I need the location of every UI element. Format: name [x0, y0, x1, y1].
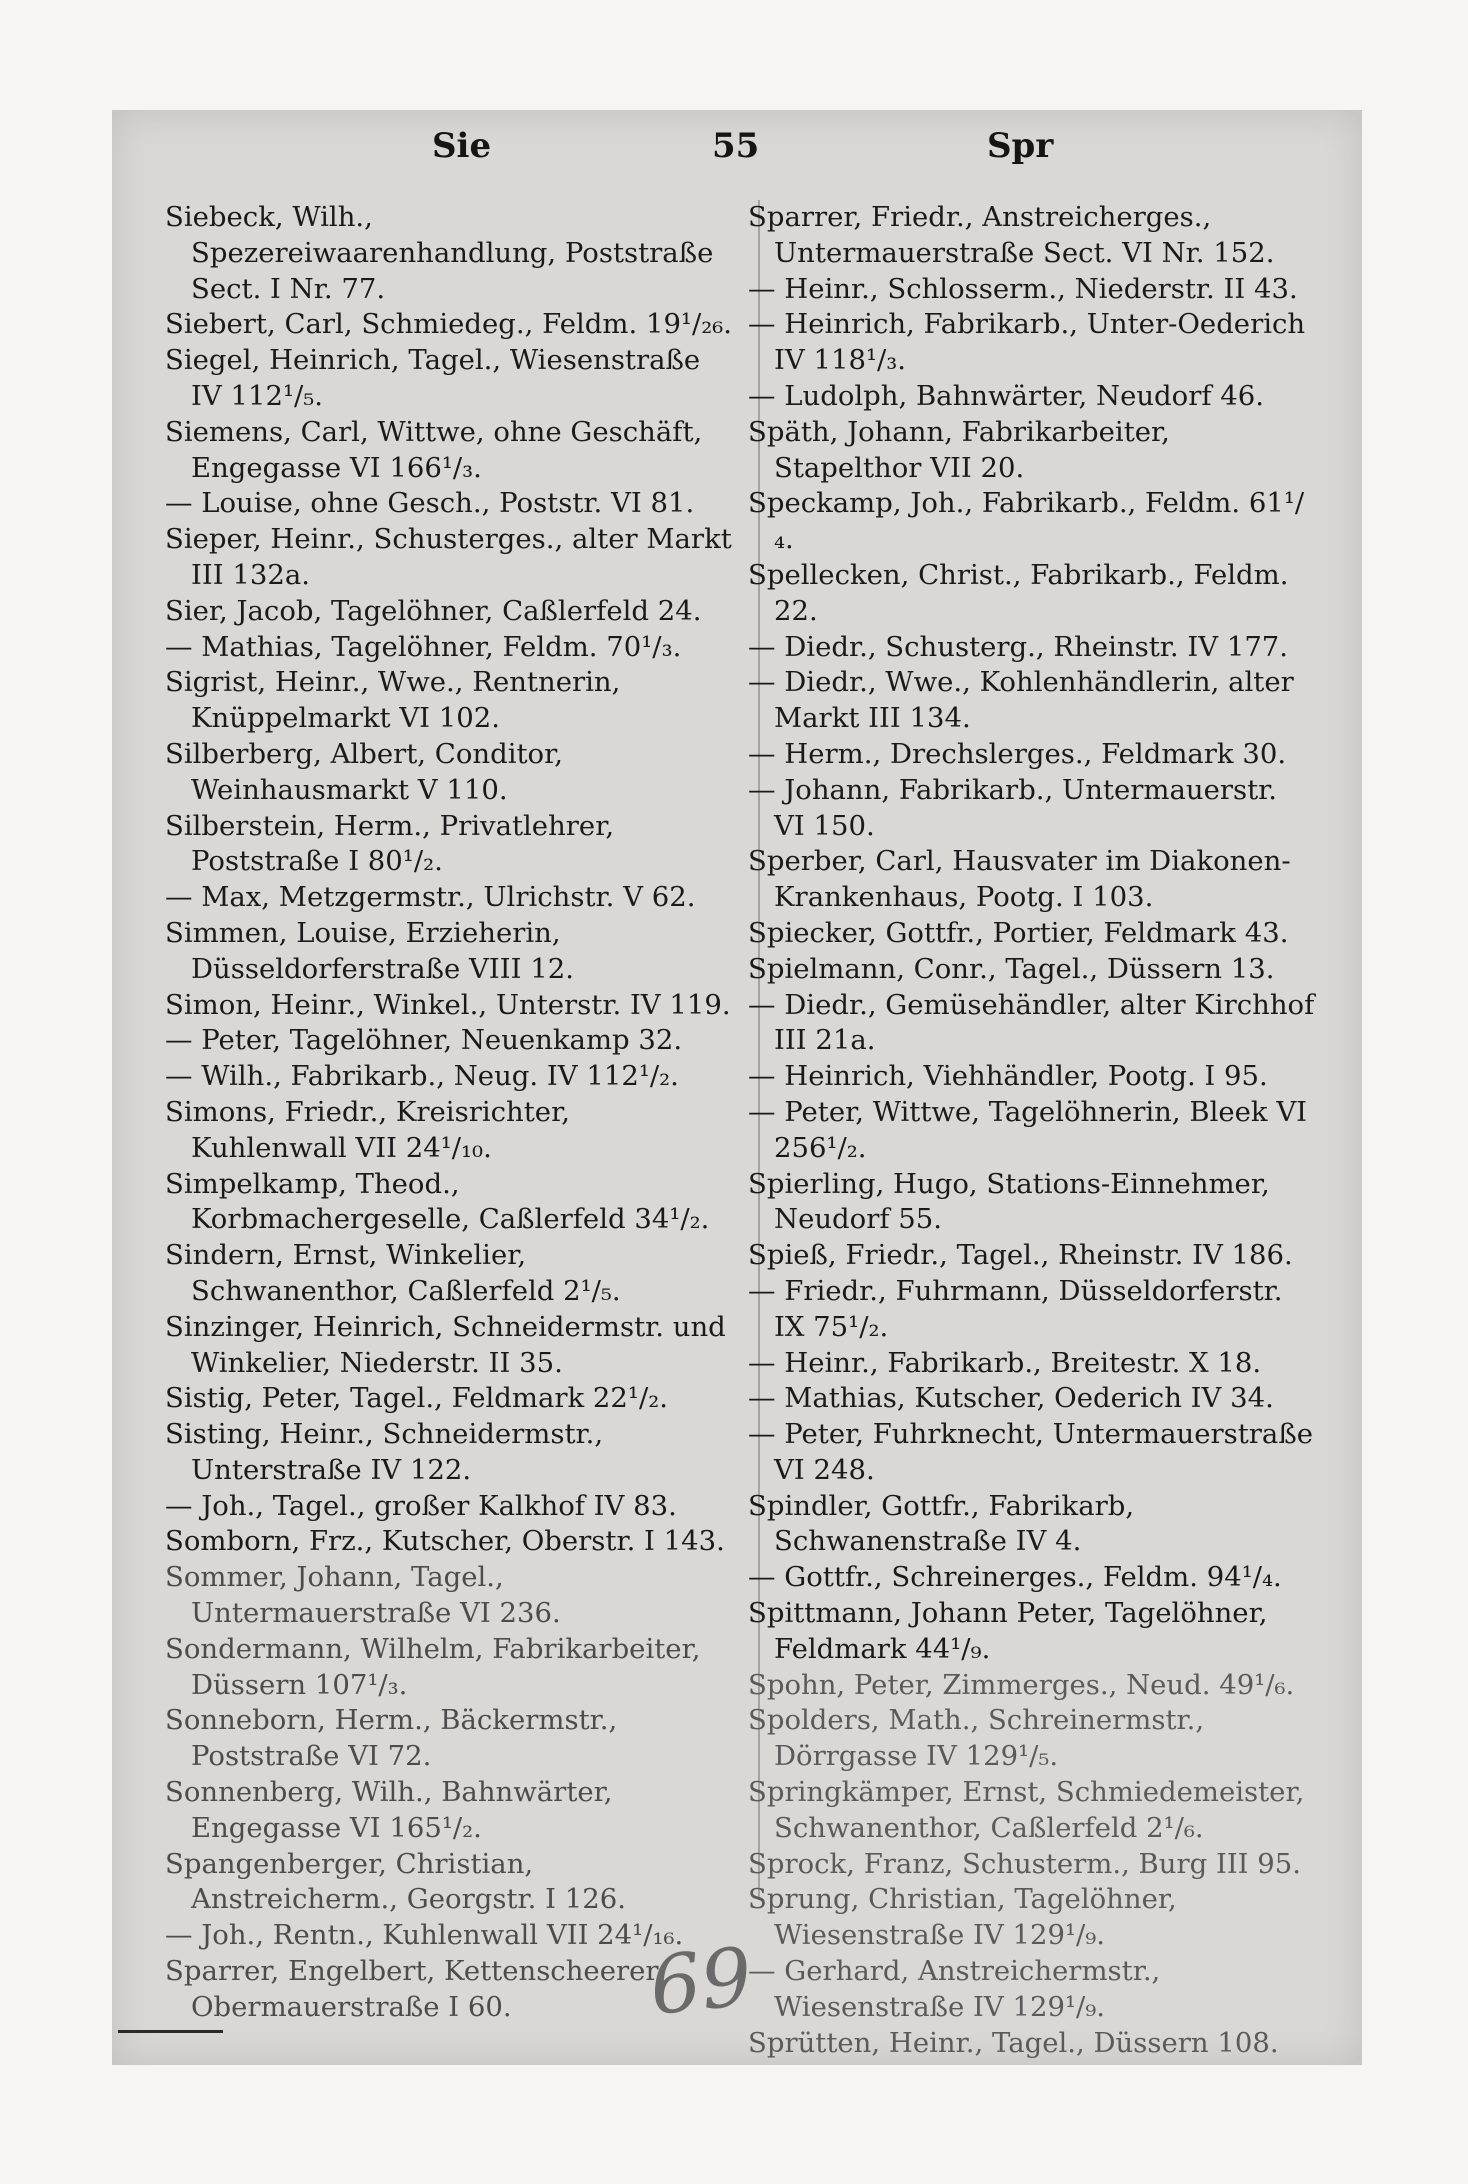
directory-entry: — Gottfr., Schreinerges., Feldm. 94¹/₄.: [748, 1561, 1282, 1594]
directory-entry: Spierling, Hugo, Stations-Einnehmer, Neudorf 55.: [748, 1167, 1270, 1236]
directory-entry: — Johann, Fabrikarb., Untermauerstr. VI 150.: [748, 773, 1278, 842]
directory-entry: — Ludolph, Bahnwärter, Neudorf 46.: [748, 379, 1265, 412]
handwritten-folio-number: 69: [645, 1929, 757, 2034]
left-column: [165, 200, 733, 2026]
directory-entry: — Mathias, Tagelöhner, Feldm. 70¹/₃.: [165, 630, 682, 663]
directory-entry: Sprock, Franz, Schusterm., Burg III 95.: [748, 1847, 1302, 1880]
directory-entry: Spiecker, Gottfr., Portier, Feldmark 43.: [748, 916, 1289, 949]
directory-entry: — Heinr., Fabrikarb., Breitestr. X 18.: [748, 1346, 1262, 1379]
directory-entry: Spellecken, Christ., Fabrikarb., Feldm. 22.: [748, 558, 1289, 627]
directory-entry: Spittmann, Johann Peter, Tagelöhner, Feldmark 44¹/₉.: [748, 1597, 1268, 1665]
margin-rule-mark: [118, 2030, 223, 2033]
directory-entry: — Diedr., Gemüsehändler, alter Kirchhof III 21a.: [748, 988, 1315, 1057]
directory-entry: — Peter, Fuhrknecht, Untermauerstraße VI 248.: [748, 1418, 1313, 1486]
directory-entry: Sinzinger, Heinrich, Schneidermstr. und Winkelier, Niederstr. II 35.: [165, 1310, 726, 1379]
page-header: [112, 118, 1362, 178]
directory-entry: Sigrist, Heinr., Wwe., Rentnerin, Knüppelmarkt VI 102.: [165, 666, 621, 735]
directory-entry: Sindern, Ernst, Winkelier, Schwanenthor, Caßlerfeld 2¹/₅.: [165, 1239, 621, 1307]
directory-entry: Silberberg, Albert, Conditor, Weinhausmarkt V 110.: [165, 737, 563, 806]
directory-entry: — Mathias, Kutscher, Oederich IV 34.: [748, 1382, 1274, 1415]
directory-entry: Siegel, Heinrich, Tagel., Wiesenstraße IV 112¹/₅.: [165, 344, 701, 412]
directory-entry: — Diedr., Schusterg., Rheinstr. IV 177.: [748, 630, 1289, 663]
directory-entry: Sistig, Peter, Tagel., Feldmark 22¹/₂.: [165, 1382, 668, 1415]
directory-entry: — Joh., Tagel., großer Kalkhof IV 83.: [165, 1489, 677, 1522]
directory-entry: Simon, Heinr., Winkel., Unterstr. IV 119.: [165, 988, 731, 1021]
directory-entry: Sier, Jacob, Tagelöhner, Caßlerfeld 24.: [165, 594, 702, 627]
directory-entry: — Diedr., Wwe., Kohlenhändlerin, alter Markt III 134.: [748, 666, 1294, 735]
directory-entry: Simmen, Louise, Erzieherin, Düsseldorferstraße VIII 12.: [165, 916, 574, 985]
header-right-guide-word: Spr: [987, 126, 1054, 166]
right-column: [748, 200, 1316, 2061]
directory-entry: Springkämper, Ernst, Schmiedemeister, Schwanenthor, Caßlerfeld 2¹/₆.: [748, 1776, 1305, 1844]
directory-entry: Sondermann, Wilhelm, Fabrikarbeiter, Düssern 107¹/₃.: [165, 1632, 701, 1701]
directory-entry: — Wilh., Fabrikarb., Neug. IV 112¹/₂.: [165, 1060, 679, 1093]
directory-entry: Sonneborn, Herm., Bäckermstr., Poststraße VI 72.: [165, 1704, 618, 1773]
directory-entry: Siebeck, Wilh., Spezereiwaarenhandlung, Poststraße Sect. I Nr. 77.: [165, 201, 714, 305]
directory-entry: Simpelkamp, Theod., Korbmachergeselle, Caßlerfeld 34¹/₂.: [165, 1167, 710, 1236]
directory-entry: Sparrer, Engelbert, Kettenscheerer, Obermauerstraße I 60.: [165, 1955, 665, 2023]
directory-entry: Späth, Johann, Fabrikarbeiter, Stapelthor VII 20.: [748, 415, 1170, 484]
directory-entry: — Gerhard, Anstreichermstr., Wiesenstraße IV 129¹/₉.: [748, 1955, 1161, 2023]
directory-entry: Spindler, Gottfr., Fabrikarb, Schwanenstraße IV 4.: [748, 1489, 1135, 1558]
directory-entry: — Friedr., Fuhrmann, Düsseldorferstr. IX 75¹/₂.: [748, 1274, 1283, 1343]
directory-entry: Simons, Friedr., Kreisrichter, Kuhlenwall VII 24¹/₁₀.: [165, 1095, 570, 1164]
directory-entry: — Joh., Rentn., Kuhlenwall VII 24¹/₁₆.: [165, 1919, 684, 1952]
directory-entry: — Peter, Wittwe, Tagelöhnerin, Bleek VI 256¹/₂.: [748, 1095, 1308, 1164]
directory-entry: — Max, Metzgermstr., Ulrichstr. V 62.: [165, 881, 696, 914]
directory-entry: Silberstein, Herm., Privatlehrer, Poststraße I 80¹/₂.: [165, 809, 615, 878]
directory-entry: Siebert, Carl, Schmiedeg., Feldm. 19¹/₂₆.: [165, 308, 733, 341]
directory-entry: Spielmann, Conr., Tagel., Düssern 13.: [748, 952, 1275, 985]
header-left-guide-word: Sie: [432, 126, 492, 166]
directory-entry: Spangenberger, Christian, Anstreicherm., Georgstr. I 126.: [165, 1847, 626, 1916]
directory-entry: Sparrer, Friedr., Anstreicherges., Untermauerstraße Sect. VI Nr. 152.: [748, 201, 1275, 269]
directory-entry: — Heinrich, Fabrikarb., Unter-Oederich IV 118¹/₃.: [748, 308, 1306, 377]
directory-entry: Spohn, Peter, Zimmerges., Neud. 49¹/₆.: [748, 1668, 1295, 1701]
directory-entry: Spolders, Math., Schreinermstr., Dörrgasse IV 129¹/₅.: [748, 1704, 1205, 1773]
directory-entry: Sommer, Johann, Tagel., Untermauerstraße VI 236.: [165, 1561, 561, 1630]
directory-entry: — Heinrich, Viehhändler, Pootg. I 95.: [748, 1060, 1268, 1093]
directory-entry: — Peter, Tagelöhner, Neuenkamp 32.: [165, 1024, 683, 1057]
directory-entry: — Heinr., Schlosserm., Niederstr. II 43.: [748, 272, 1298, 305]
directory-entry: Speckamp, Joh., Fabrikarb., Feldm. 61¹/₄.: [748, 487, 1305, 556]
directory-entry: Spieß, Friedr., Tagel., Rheinstr. IV 186.: [748, 1239, 1293, 1272]
directory-entry: Sisting, Heinr., Schneidermstr., Unterstraße IV 122.: [165, 1418, 604, 1486]
page-number: 55: [712, 126, 760, 166]
directory-entry: Sonnenberg, Wilh., Bahnwärter, Engegasse VI 165¹/₂.: [165, 1776, 613, 1844]
directory-entry: Somborn, Frz., Kutscher, Oberstr. I 143.: [165, 1525, 725, 1558]
directory-entry: — Louise, ohne Gesch., Poststr. VI 81.: [165, 487, 695, 520]
directory-entry: — Herm., Drechslerges., Feldmark 30.: [748, 737, 1287, 770]
directory-entry: Sprung, Christian, Tagelöhner, Wiesenstraße IV 129¹/₉.: [748, 1883, 1177, 1952]
directory-entry: Siemens, Carl, Wittwe, ohne Geschäft, Engegasse VI 166¹/₃.: [165, 415, 703, 484]
directory-entry: Sieper, Heinr., Schusterges., alter Markt III 132a.: [165, 523, 732, 591]
directory-entry: Sprütten, Heinr., Tagel., Düssern 108.: [748, 2026, 1279, 2059]
directory-entry: Sperber, Carl, Hausvater im Diakonen-Krankenhaus, Pootg. I 103.: [748, 845, 1291, 914]
